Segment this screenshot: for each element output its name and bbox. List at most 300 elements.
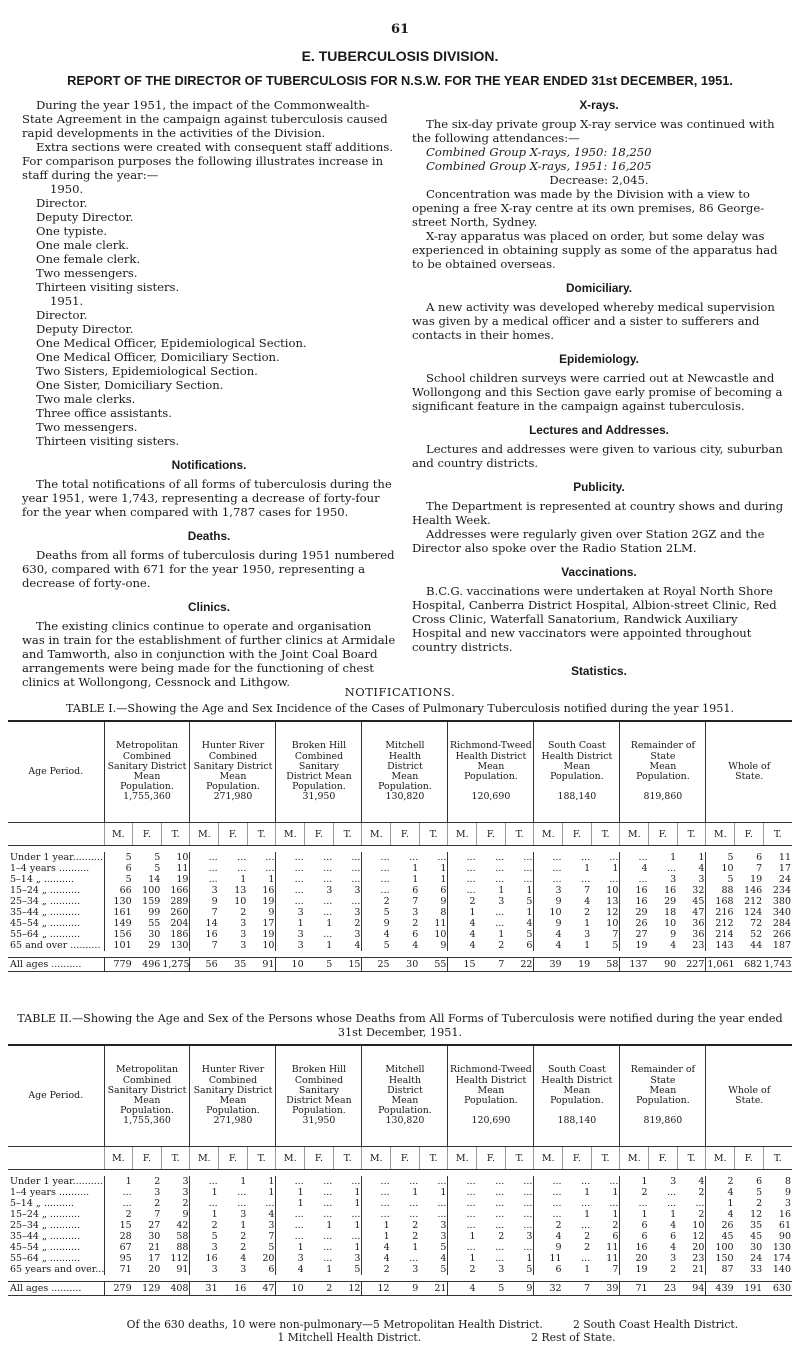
district-population: 130,820 <box>385 1115 425 1127</box>
table-cell: 1 <box>240 874 247 885</box>
sex-header: F. <box>735 1147 764 1170</box>
table-cell: 143 <box>706 940 735 951</box>
table-cell: 10 <box>276 1282 305 1296</box>
table-cell: 1 <box>698 852 705 863</box>
table-cell: 32 <box>692 885 705 896</box>
district-header-line: Combined <box>122 750 172 762</box>
table-cell: ... <box>495 1187 505 1198</box>
table-cell: 19 <box>176 874 189 885</box>
table-cell: 22 <box>505 958 534 972</box>
staff-item: Two Sisters, Epidemiological Section. <box>36 364 258 378</box>
table-cell: 3 <box>354 885 361 896</box>
sex-header: M. <box>620 823 649 846</box>
table-cell: ... <box>362 885 391 896</box>
table-cell: 227 <box>677 958 706 972</box>
staff-item: One Sister, Domiciliary Section. <box>36 378 224 392</box>
table-cell: ... <box>495 874 505 885</box>
table-cell: 100 <box>706 1242 735 1253</box>
sex-header: M. <box>448 823 477 846</box>
district-population: 31,950 <box>302 1115 336 1127</box>
table-cell: 1 <box>440 1187 447 1198</box>
table-cell: 3 <box>354 1253 361 1264</box>
table-cell: 3 <box>240 1209 247 1220</box>
table-cell: 5 <box>354 1264 361 1275</box>
publicity-heading: Publicity. <box>573 480 625 494</box>
table2-footnote <box>0 1318 800 1344</box>
table-cell: 5 <box>154 863 161 874</box>
table-cell: ... <box>523 863 533 874</box>
table2 <box>8 1044 792 1296</box>
table-cell: ... <box>362 1198 391 1209</box>
district-header-line: Population. <box>636 771 690 783</box>
table-cell: 2 <box>354 918 361 929</box>
table-cell: 2 <box>190 1220 219 1231</box>
table-cell: ... <box>362 1176 391 1187</box>
staff-item: Two messengers. <box>36 420 138 434</box>
table-cell: 6 <box>612 1231 619 1242</box>
district-header <box>362 721 448 823</box>
staff-item: Thirteen visiting sisters. <box>36 434 180 448</box>
table-cell: 29 <box>148 940 161 951</box>
total-row <box>8 958 792 972</box>
table-cell: 11 <box>534 1253 563 1264</box>
statistics-heading: Statistics. <box>571 664 627 678</box>
table-cell: 3 <box>240 929 247 940</box>
table-cell: ... <box>237 863 247 874</box>
staff-paragraph: Extra sections were created with consequent staff additions. For comparison purposes the following illustrates increase in staff during the year:— <box>22 140 393 182</box>
table-cell: 10 <box>434 929 447 940</box>
table-cell: ... <box>534 1187 563 1198</box>
table-cell: ... <box>362 1187 391 1198</box>
table-cell: ... <box>448 1209 477 1220</box>
table-cell: 19 <box>750 874 763 885</box>
table-cell: 21 <box>419 1282 448 1296</box>
table-cell: 56 <box>190 958 219 972</box>
sex-header: M. <box>104 823 133 846</box>
table-cell: 7 <box>412 896 419 907</box>
district-header-line: State. <box>735 1095 764 1106</box>
district-header <box>448 1045 534 1147</box>
table-cell: 2 <box>240 1231 247 1242</box>
table-cell: 4 <box>448 940 477 951</box>
table-cell: 2 <box>498 940 505 951</box>
table-cell: 16 <box>620 896 649 907</box>
table-cell: 2 <box>362 896 391 907</box>
table-cell: 4 <box>448 918 477 929</box>
district-population: 188,140 <box>557 1115 597 1127</box>
table-cell: 1 <box>584 940 591 951</box>
table-cell: 3 <box>268 1220 275 1231</box>
table-cell: 1 <box>276 1198 305 1209</box>
table-cell: 10 <box>234 896 247 907</box>
table-cell: 137 <box>620 958 649 972</box>
table-cell: 1 <box>584 1264 591 1275</box>
table-cell: 12 <box>606 907 619 918</box>
district-header-line: District <box>387 760 423 772</box>
district-header <box>620 721 706 823</box>
table-cell: 100 <box>142 885 161 896</box>
table-cell: ... <box>351 863 361 874</box>
table-cell: 4 <box>670 1242 677 1253</box>
table-cell: 7 <box>268 1231 275 1242</box>
table-row <box>8 1198 792 1209</box>
notifications-text: The total notifications of all forms of tuberculosis during the year 1951, were 1,743, representing a decrease of forty-four for the year when compared with 1,787 cases for 1950. <box>22 477 392 519</box>
table-cell: 5 <box>526 896 533 907</box>
table-cell: 1 <box>584 1187 591 1198</box>
report-title: REPORT OF THE DIRECTOR OF TUBERCULOSIS FOR N.S.W. FOR THE YEAR ENDED 31st DECEMBER, 1951. <box>67 73 733 88</box>
table-cell: 380 <box>772 896 791 907</box>
table-cell: 3 <box>276 940 305 951</box>
staff-item: Deputy Director. <box>36 210 134 224</box>
sex-header: F. <box>219 823 248 846</box>
table-cell: 29 <box>664 896 677 907</box>
table-cell: 3 <box>240 940 247 951</box>
district-header <box>706 1045 792 1147</box>
district-header-line: Mean <box>133 771 161 782</box>
intro-paragraph: During the year 1951, the impact of the Commonwealth-State Agreement in the campaign against tuberculosis caused rapid developments in the activities of the Division. <box>22 98 388 140</box>
sex-header: M. <box>190 1147 219 1170</box>
district-header-line: Mean <box>649 760 677 772</box>
table-cell: ... <box>448 863 477 874</box>
table-cell: ... <box>265 863 275 874</box>
xrays-text: The six-day private group X-ray service was continued with the following attendances:— <box>412 117 775 145</box>
table-cell: 33 <box>750 1264 763 1275</box>
table-cell: 29 <box>620 907 649 918</box>
age-period-cell: 15–24 „ .......... <box>10 1209 81 1220</box>
district-header-line: Mean <box>477 1084 505 1096</box>
district-header-line: Population. <box>292 1105 346 1117</box>
publicity-text: The Department is represented at country shows and during Health Week. <box>412 499 784 527</box>
table-cell: 18 <box>664 907 677 918</box>
table-cell: 289 <box>170 896 189 907</box>
table-cell: 8 <box>784 1176 791 1187</box>
table-cell: 17 <box>148 1253 161 1264</box>
table-cell: ... <box>351 896 361 907</box>
table-cell: ... <box>620 852 649 863</box>
sex-header: T. <box>333 1147 362 1170</box>
staff-year-1951: 1951. <box>50 294 84 308</box>
table-cell: 4 <box>670 1220 677 1231</box>
table-cell: 340 <box>772 907 791 918</box>
table-cell: 8 <box>440 907 447 918</box>
sex-header: M. <box>620 1147 649 1170</box>
table-cell: 2 <box>620 1187 649 1198</box>
table-cell: 47 <box>247 1282 276 1296</box>
table-cell: 5 <box>756 1187 763 1198</box>
table-cell: 91 <box>247 958 276 972</box>
district-header-line: Mean <box>391 1095 419 1106</box>
table-cell: 1 <box>354 1187 361 1198</box>
table-row <box>8 940 792 951</box>
table-cell: 5 <box>104 852 133 863</box>
age-period-cell: 1–4 years .......... <box>10 1187 90 1198</box>
table-cell: 3 <box>440 1231 447 1242</box>
table-cell: ... <box>409 1253 419 1264</box>
table-cell: 7 <box>584 885 591 896</box>
epidemiology-heading: Epidemiology. <box>559 352 639 366</box>
sex-header: M. <box>276 1147 305 1170</box>
table-cell: ... <box>437 1209 447 1220</box>
district-header-line: Mean <box>477 760 505 772</box>
table-cell: 9 <box>182 1209 189 1220</box>
district-header-line: Mean <box>391 771 419 782</box>
table-cell: ... <box>190 863 219 874</box>
table-cell: 3 <box>412 907 419 918</box>
table-cell: 3 <box>584 929 591 940</box>
table-cell: 87 <box>706 1264 735 1275</box>
table-row <box>8 929 792 940</box>
district-header-line: Metropolitan <box>115 740 179 752</box>
table-cell: 4 <box>448 1282 477 1296</box>
age-period-cell: 5–14 „ .......... <box>10 1198 75 1209</box>
age-period-cell: 1–4 years .......... <box>10 863 90 874</box>
table-cell: 3 <box>182 1176 189 1187</box>
table-cell: ... <box>323 896 333 907</box>
table-cell: 4 <box>440 1253 447 1264</box>
table-cell: 7 <box>190 940 219 951</box>
table-cell: 9 <box>534 918 563 929</box>
table-cell: 682 <box>735 958 764 972</box>
district-header-line: Hunter River <box>201 740 265 752</box>
table-cell: 234 <box>772 885 791 896</box>
sex-header: T. <box>763 1147 792 1170</box>
deaths-heading: Deaths. <box>187 529 231 543</box>
table-cell: 7 <box>612 1264 619 1275</box>
table-cell: 1,061 <box>707 959 735 970</box>
sex-header: M. <box>190 823 219 846</box>
age-period-header: Age Period. <box>8 721 104 823</box>
table-cell: ... <box>351 874 361 885</box>
table-cell: 4 <box>534 940 563 951</box>
district-header-line: Population. <box>206 1105 260 1117</box>
district-header-line: Mean <box>649 1084 677 1096</box>
table-cell: 5 <box>362 907 391 918</box>
table-cell: ... <box>323 1187 333 1198</box>
sex-header: M. <box>104 1147 133 1170</box>
staff-list-1950 <box>22 182 396 294</box>
district-header-line: Combined <box>208 1074 258 1086</box>
table-cell: ... <box>351 852 361 863</box>
table-cell: ... <box>448 1176 477 1187</box>
table-cell: 168 <box>706 896 735 907</box>
sex-header: T. <box>677 823 706 846</box>
table-cell: 14 <box>190 918 219 929</box>
table-cell: ... <box>190 1176 219 1187</box>
district-header-line: Population. <box>378 781 432 793</box>
table-cell: 101 <box>104 940 133 951</box>
table-cell: 3 <box>670 1253 677 1264</box>
table-cell: ... <box>581 1176 591 1187</box>
table-cell: 6 <box>756 1176 763 1187</box>
table-cell: 149 <box>104 918 133 929</box>
table-cell: 6 <box>412 929 419 940</box>
table-cell: ... <box>265 852 275 863</box>
district-header-line: District Mean <box>286 771 352 782</box>
table-cell: 9 <box>670 929 677 940</box>
table-cell: 191 <box>735 1282 764 1296</box>
district-header-line: Health <box>388 750 421 762</box>
table-cell: 23 <box>692 940 705 951</box>
table-cell: 1 <box>526 1253 533 1264</box>
table-cell: ... <box>276 1176 305 1187</box>
age-period-cell: 55–64 „ .......... <box>10 929 81 940</box>
table-cell: ... <box>495 1198 505 1209</box>
table-cell: 24 <box>750 1253 763 1264</box>
table-cell: 3 <box>190 885 219 896</box>
table-cell: 1 <box>354 1242 361 1253</box>
table-cell: 16 <box>190 929 219 940</box>
age-period-cell: Under 1 year.......... <box>10 1176 103 1187</box>
xrays-text-2: Concentration was made by the Division with a view to opening a free X-ray centre at its own premises, 86 George-street North, Sydney. <box>412 187 765 229</box>
table-cell: 3 <box>190 1242 219 1253</box>
table-cell: 30 <box>148 929 161 940</box>
table-cell: ... <box>276 1231 305 1242</box>
table-cell: ... <box>495 852 505 863</box>
table-cell: 6 <box>756 852 763 863</box>
staff-year-1950: 1950. <box>50 182 84 196</box>
table-cell: 130 <box>170 940 189 951</box>
table-cell: ... <box>437 852 447 863</box>
table-cell: ... <box>609 852 619 863</box>
table-cell: 30 <box>391 958 420 972</box>
table-cell: 2 <box>584 907 591 918</box>
table-cell: 1,275 <box>162 959 190 970</box>
table-cell: 2 <box>698 1187 705 1198</box>
table-cell: 3 <box>526 1231 533 1242</box>
table-cell: 1 <box>620 1176 649 1187</box>
table-cell: 4 <box>354 940 361 951</box>
table-cell: 2 <box>412 1220 419 1231</box>
table-cell: 47 <box>692 907 705 918</box>
table-cell: 174 <box>772 1253 791 1264</box>
table-cell: ... <box>190 874 219 885</box>
district-header <box>276 1045 362 1147</box>
table-cell: 1 <box>448 1231 477 1242</box>
table-cell: 2 <box>104 1209 133 1220</box>
table-cell: ... <box>265 1198 275 1209</box>
table-cell: 3 <box>670 874 677 885</box>
table-cell: 5 <box>477 1282 506 1296</box>
table-cell: 2 <box>584 1242 591 1253</box>
district-header-line: Mean <box>219 1095 247 1106</box>
publicity-text-2: Addresses were regularly given over Station 2GZ and the Director also spoke over the Radio Station 2LM. <box>412 527 765 555</box>
district-header <box>706 721 792 823</box>
table-cell: 1 <box>104 1176 133 1187</box>
table-cell: 1 <box>412 874 419 885</box>
epidemiology-text: School children surveys were carried out at Newcastle and Wollongong and this Section gave early promise of becoming a significant feature in the campaign against tuberculosis. <box>412 371 783 413</box>
district-header-line: State <box>650 1074 676 1086</box>
table-cell: 5 <box>154 852 161 863</box>
table-cell: 9 <box>784 1187 791 1198</box>
table-cell: 10 <box>692 1220 705 1231</box>
table-row <box>8 1253 792 1264</box>
right-column <box>412 98 786 683</box>
table-cell: 1 <box>276 918 305 929</box>
staff-item: One Medical Officer, Domiciliary Section. <box>36 350 280 364</box>
table-row <box>8 885 792 896</box>
table-cell: 2 <box>448 896 477 907</box>
table-cell: 1 <box>268 1176 275 1187</box>
sex-header: M. <box>362 823 391 846</box>
table-cell: ... <box>534 1198 563 1209</box>
sex-header: F. <box>391 1147 420 1170</box>
sex-header: F. <box>305 823 334 846</box>
vaccinations-heading: Vaccinations. <box>561 565 637 579</box>
sex-header: F. <box>133 823 162 846</box>
table-cell: 2 <box>362 1264 391 1275</box>
table-cell: 2 <box>448 1264 477 1275</box>
table-cell: 9 <box>505 1282 534 1296</box>
table-cell: 496 <box>133 958 162 972</box>
table-cell: 1 <box>612 1209 619 1220</box>
table-cell: ... <box>104 1198 133 1209</box>
blank-header <box>8 823 104 846</box>
table-cell: 4 <box>698 1176 705 1187</box>
table-cell: 260 <box>170 907 189 918</box>
staff-item: One male clerk. <box>36 238 129 252</box>
table-cell: 1 <box>440 874 447 885</box>
table-cell: ... <box>190 1198 219 1209</box>
district-header-line: Richmond-Tweed <box>450 740 532 752</box>
table-cell: ... <box>323 1242 333 1253</box>
sex-header: F. <box>649 1147 678 1170</box>
table-cell: ... <box>534 863 563 874</box>
table-cell: 1 <box>362 1231 391 1242</box>
district-header-line: Mean <box>219 771 247 782</box>
table-cell: 1 <box>706 1198 735 1209</box>
table-cell: ... <box>190 852 219 863</box>
table-cell: 4 <box>412 940 419 951</box>
table-cell: ... <box>609 1176 619 1187</box>
table-cell: ... <box>409 1176 419 1187</box>
table-cell: 112 <box>170 1253 189 1264</box>
table-cell: 1 <box>354 1198 361 1209</box>
lectures-heading: Lectures and Addresses. <box>529 423 669 437</box>
table-cell: ... <box>323 1231 333 1242</box>
table-cell: 4 <box>362 929 391 940</box>
sex-header: F. <box>133 1147 162 1170</box>
district-header-line: District <box>387 1084 423 1096</box>
table-cell: 13 <box>234 885 247 896</box>
table-cell: 11 <box>778 852 791 863</box>
table-cell: 90 <box>778 1231 791 1242</box>
age-period-cell: 5–14 „ .......... <box>10 874 75 885</box>
table-cell: 9 <box>440 940 447 951</box>
table-cell: 6 <box>104 863 133 874</box>
vaccinations-text: B.C.G. vaccinations were undertaken at Royal North Shore Hospital, Canberra District Hospital, Albion-street Clinic, Red Cross Clinic, Waterfall Sanatorium, Randwick Auxiliary Hospital and new vaccinators were appointed throughout country districts. <box>412 584 777 654</box>
table-cell: 27 <box>620 929 649 940</box>
table-cell: 3 <box>784 1198 791 1209</box>
district-header-line: Metropolitan <box>115 1064 179 1076</box>
district-header-line: Sanitary District <box>193 760 273 772</box>
table-cell: 91 <box>176 1264 189 1275</box>
table-cell: 1 <box>670 1209 677 1220</box>
footnote-line-1b: 2 South Coast Health District. <box>572 1318 739 1331</box>
table-cell: ... <box>667 1198 677 1209</box>
table-cell: 3 <box>276 907 305 918</box>
table-cell: 2 <box>412 1231 419 1242</box>
table-cell: 2 <box>154 1198 161 1209</box>
table-cell: 1 <box>276 1187 305 1198</box>
table-cell: 1 <box>526 885 533 896</box>
table-cell: 1 <box>354 1220 361 1231</box>
table-cell: 1 <box>584 863 591 874</box>
table-cell: ... <box>323 874 333 885</box>
district-header-line: Population. <box>292 781 346 793</box>
district-header-line: Sanitary <box>298 760 340 772</box>
table-cell: 1 <box>326 1264 333 1275</box>
table-cell: ... <box>448 1242 477 1253</box>
